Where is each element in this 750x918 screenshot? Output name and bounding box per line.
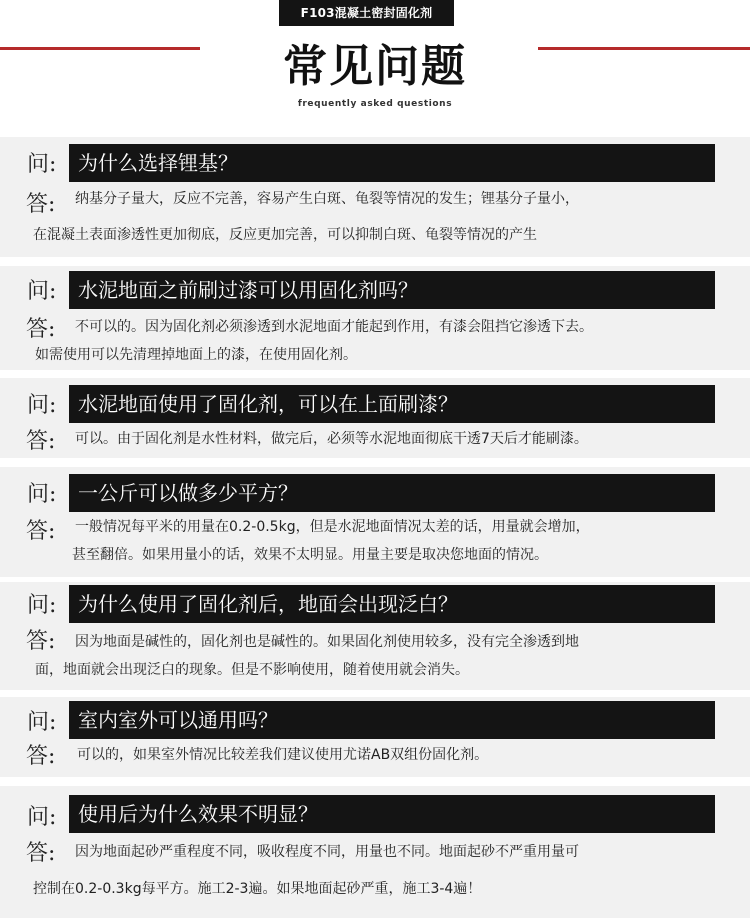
answer-line: 因为地面是碱性的，固化剂也是碱性的。如果固化剂使用较多，没有完全渗透到地 — [75, 634, 579, 650]
question-text: 为什么选择锂基？ — [69, 144, 715, 182]
answer-label: 答: — [26, 841, 56, 866]
question-text: 室内室外可以通用吗？ — [69, 701, 715, 739]
question-label: 问: — [27, 393, 57, 418]
question-label: 问: — [27, 805, 57, 830]
title-divider-right — [538, 47, 750, 50]
question-text: 为什么使用了固化剂后，地面会出现泛白？ — [69, 585, 715, 623]
faq-item — [0, 697, 750, 777]
answer-label: 答: — [26, 519, 56, 544]
question-label: 问: — [27, 279, 57, 304]
answer-line: 可以的，如果室外情况比较差我们建议使用尤诺AB双组份固化剂。 — [77, 747, 489, 763]
page-subtitle: frequently asked questions — [297, 99, 453, 109]
answer-line: 一般情况每平米的用量在0.2-0.5kg，但是水泥地面情况太差的话，用量就会增加， — [75, 519, 590, 535]
question-text: 水泥地面之前刷过漆可以用固化剂吗？ — [69, 271, 715, 309]
answer-line: 如需使用可以先清理掉地面上的漆，在使用固化剂。 — [35, 347, 357, 363]
page-title: 常见问题 — [283, 41, 467, 92]
answer-line: 甚至翻倍。如果用量小的话，效果不太明显。用量主要是取决您地面的情况。 — [72, 547, 548, 563]
answer-line: 在混凝土表面渗透性更加彻底，反应更加完善，可以抑制白斑、龟裂等情况的产生 — [33, 227, 537, 243]
answer-label: 答: — [26, 629, 56, 654]
answer-line: 面，地面就会出现泛白的现象。但是不影响使用，随着使用就会消失。 — [35, 662, 469, 678]
faq-item — [0, 582, 750, 690]
answer-line: 控制在0.2-0.3kg每平方。施工2-3遍。如果地面起砂严重，施工3-4遍！ — [33, 881, 482, 897]
question-label: 问: — [27, 593, 57, 618]
question-label: 问: — [27, 482, 57, 507]
faq-item — [0, 786, 750, 918]
faq-item — [0, 137, 750, 257]
answer-label: 答: — [26, 429, 56, 454]
title-divider-left — [0, 47, 200, 50]
question-text: 使用后为什么效果不明显？ — [69, 795, 715, 833]
product-badge: F103混凝土密封固化剂 — [279, 0, 454, 26]
question-text: 一公斤可以做多少平方？ — [69, 474, 715, 512]
answer-line: 不可以的。因为固化剂必须渗透到水泥地面才能起到作用，有漆会阻挡它渗透下去。 — [75, 319, 593, 335]
answer-label: 答: — [26, 744, 56, 769]
question-text: 水泥地面使用了固化剂，可以在上面刷漆？ — [69, 385, 715, 423]
answer-label: 答: — [26, 192, 56, 217]
question-label: 问: — [27, 710, 57, 735]
question-label: 问: — [27, 152, 57, 177]
faq-item — [0, 467, 750, 577]
answer-label: 答: — [26, 317, 56, 342]
answer-line: 可以。由于固化剂是水性材料，做完后，必须等水泥地面彻底干透7天后才能刷漆。 — [75, 431, 588, 447]
answer-line: 纳基分子量大，反应不完善，容易产生白斑、龟裂等情况的发生；锂基分子量小， — [75, 191, 579, 207]
answer-line: 因为地面起砂严重程度不同，吸收程度不同，用量也不同。地面起砂不严重用量可 — [75, 844, 579, 860]
faq-item — [0, 266, 750, 370]
faq-item — [0, 378, 750, 458]
